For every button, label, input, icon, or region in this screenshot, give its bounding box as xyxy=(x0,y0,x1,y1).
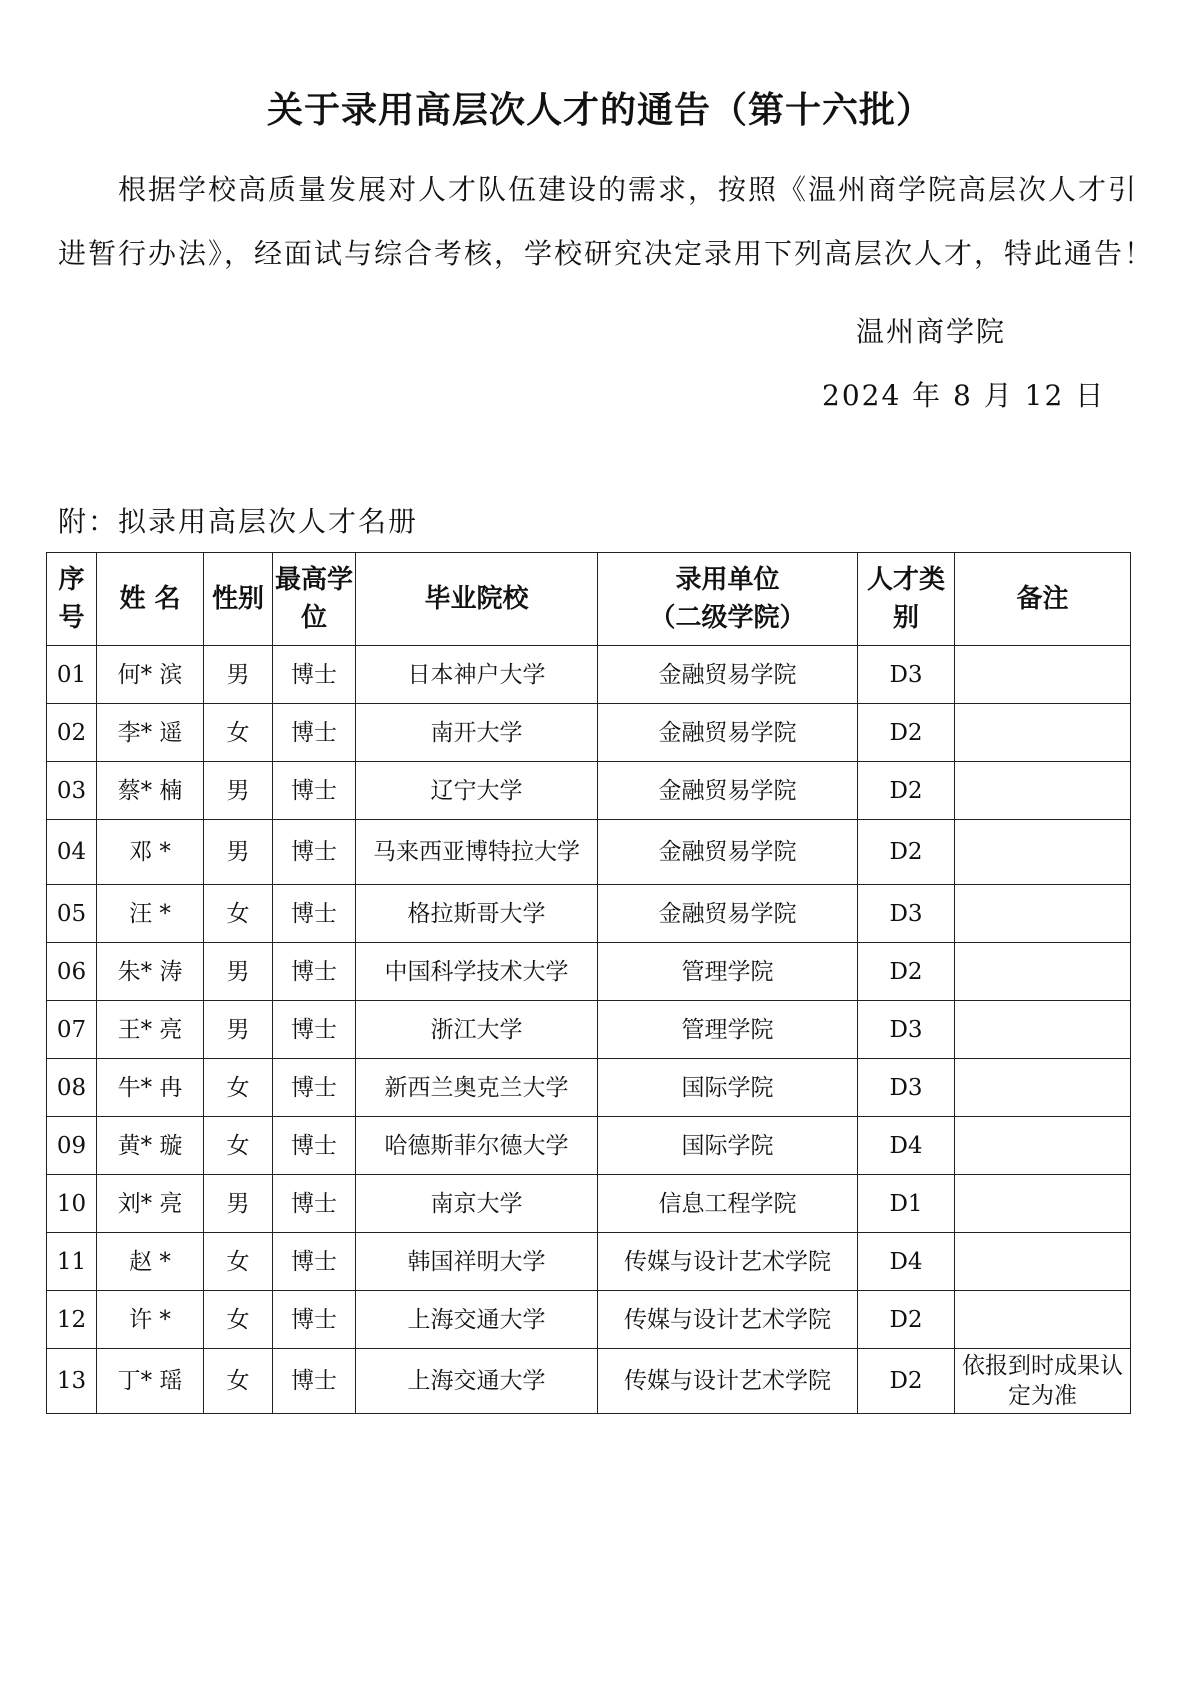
cell-note xyxy=(955,646,1131,704)
cell-gender: 女 xyxy=(204,885,273,943)
cell-seq: 04 xyxy=(47,820,97,885)
cell-seq: 07 xyxy=(47,1001,97,1059)
cell-note xyxy=(955,1175,1131,1233)
table-row xyxy=(47,1175,1131,1233)
cell-category: D2 xyxy=(858,762,955,820)
cell-degree: 博士 xyxy=(273,1175,356,1233)
issuer-name: 温州商学院 xyxy=(856,315,1007,348)
cell-school: 日本神户大学 xyxy=(356,646,598,704)
cell-unit: 传媒与设计艺术学院 xyxy=(598,1349,858,1414)
cell-unit: 国际学院 xyxy=(598,1117,858,1175)
cell-category: D3 xyxy=(858,1001,955,1059)
table-row xyxy=(47,820,1131,885)
cell-seq: 08 xyxy=(47,1059,97,1117)
body-paragraph-line-2: 进暂行办法》，经面试与综合考核，学校研究决定录用下列高层次人才，特此通告！ xyxy=(58,237,1155,270)
cell-school: 南京大学 xyxy=(356,1175,598,1233)
cell-name: 刘* 亮 xyxy=(97,1175,204,1233)
cell-note xyxy=(955,1001,1131,1059)
table-body xyxy=(47,646,1131,1414)
cell-category: D1 xyxy=(858,1175,955,1233)
cell-seq: 10 xyxy=(47,1175,97,1233)
cell-unit: 金融贸易学院 xyxy=(598,762,858,820)
table-row xyxy=(47,762,1131,820)
table-row xyxy=(47,943,1131,1001)
table-row xyxy=(47,1349,1131,1414)
cell-gender: 女 xyxy=(204,1349,273,1414)
header-seq: 序号 xyxy=(47,553,97,646)
cell-note xyxy=(955,762,1131,820)
cell-seq: 12 xyxy=(47,1291,97,1349)
cell-note xyxy=(955,1291,1131,1349)
cell-seq: 13 xyxy=(47,1349,97,1414)
cell-school: 上海交通大学 xyxy=(356,1291,598,1349)
cell-degree: 博士 xyxy=(273,704,356,762)
cell-category: D2 xyxy=(858,704,955,762)
cell-name: 赵 * xyxy=(97,1233,204,1291)
cell-degree: 博士 xyxy=(273,1001,356,1059)
cell-category: D3 xyxy=(858,1059,955,1117)
cell-school: 新西兰奥克兰大学 xyxy=(356,1059,598,1117)
cell-seq: 11 xyxy=(47,1233,97,1291)
cell-gender: 女 xyxy=(204,1291,273,1349)
cell-name: 许 * xyxy=(97,1291,204,1349)
cell-name: 丁* 瑶 xyxy=(97,1349,204,1414)
cell-gender: 女 xyxy=(204,704,273,762)
table-row xyxy=(47,1117,1131,1175)
cell-degree: 博士 xyxy=(273,762,356,820)
cell-unit: 国际学院 xyxy=(598,1059,858,1117)
cell-school: 南开大学 xyxy=(356,704,598,762)
cell-degree: 博士 xyxy=(273,1291,356,1349)
cell-degree: 博士 xyxy=(273,1117,356,1175)
cell-gender: 男 xyxy=(204,1175,273,1233)
table-row xyxy=(47,1001,1131,1059)
annex-title: 附：拟录用高层次人才名册 xyxy=(58,505,419,538)
cell-unit: 管理学院 xyxy=(598,943,858,1001)
cell-note xyxy=(955,1233,1131,1291)
cell-note xyxy=(955,1117,1131,1175)
table-row xyxy=(47,704,1131,762)
cell-note xyxy=(955,1059,1131,1117)
cell-name: 蔡* 楠 xyxy=(97,762,204,820)
cell-note: 依报到时成果认定为准 xyxy=(955,1349,1131,1414)
cell-category: D3 xyxy=(858,885,955,943)
cell-category: D3 xyxy=(858,646,955,704)
cell-category: D2 xyxy=(858,1291,955,1349)
cell-category: D2 xyxy=(858,1349,955,1414)
header-unit-line-2: （二级学院） xyxy=(649,603,806,633)
header-unit-line-1: 录用单位 xyxy=(675,565,780,595)
table-row xyxy=(47,646,1131,704)
cell-unit: 金融贸易学院 xyxy=(598,646,858,704)
cell-degree: 博士 xyxy=(273,885,356,943)
cell-category: D4 xyxy=(858,1233,955,1291)
cell-name: 李* 遥 xyxy=(97,704,204,762)
cell-unit: 金融贸易学院 xyxy=(598,885,858,943)
cell-school: 上海交通大学 xyxy=(356,1349,598,1414)
table-row xyxy=(47,1059,1131,1117)
cell-gender: 男 xyxy=(204,646,273,704)
header-gender: 性别 xyxy=(204,553,273,646)
cell-degree: 博士 xyxy=(273,646,356,704)
header-school: 毕业院校 xyxy=(356,553,598,646)
cell-name: 何* 滨 xyxy=(97,646,204,704)
header-name: 姓 名 xyxy=(97,553,204,646)
header-note: 备注 xyxy=(955,553,1131,646)
cell-note xyxy=(955,704,1131,762)
document-title: 关于录用高层次人才的通告（第十六批） xyxy=(266,90,933,131)
cell-unit: 金融贸易学院 xyxy=(598,820,858,885)
cell-note xyxy=(955,885,1131,943)
cell-seq: 09 xyxy=(47,1117,97,1175)
cell-degree: 博士 xyxy=(273,820,356,885)
cell-unit: 信息工程学院 xyxy=(598,1175,858,1233)
cell-gender: 女 xyxy=(204,1117,273,1175)
cell-school: 哈德斯菲尔德大学 xyxy=(356,1117,598,1175)
cell-school: 中国科学技术大学 xyxy=(356,943,598,1001)
cell-name: 牛* 冉 xyxy=(97,1059,204,1117)
cell-name: 汪 * xyxy=(97,885,204,943)
header-category: 人才类别 xyxy=(858,553,955,646)
table-row xyxy=(47,885,1131,943)
cell-category: D4 xyxy=(858,1117,955,1175)
cell-category: D2 xyxy=(858,820,955,885)
cell-degree: 博士 xyxy=(273,1233,356,1291)
header-degree: 最高学位 xyxy=(273,553,356,646)
cell-school: 马来西亚博特拉大学 xyxy=(356,820,598,885)
cell-gender: 男 xyxy=(204,1001,273,1059)
cell-school: 辽宁大学 xyxy=(356,762,598,820)
cell-seq: 01 xyxy=(47,646,97,704)
issue-date: 2024 年 8 月 12 日 xyxy=(822,379,1106,412)
cell-degree: 博士 xyxy=(273,943,356,1001)
cell-seq: 05 xyxy=(47,885,97,943)
cell-gender: 女 xyxy=(204,1059,273,1117)
cell-school: 韩国祥明大学 xyxy=(356,1233,598,1291)
talent-roster-table xyxy=(46,552,1131,1414)
cell-gender: 女 xyxy=(204,1233,273,1291)
cell-name: 朱* 涛 xyxy=(97,943,204,1001)
cell-seq: 03 xyxy=(47,762,97,820)
cell-gender: 男 xyxy=(204,943,273,1001)
cell-unit: 传媒与设计艺术学院 xyxy=(598,1291,858,1349)
cell-school: 格拉斯哥大学 xyxy=(356,885,598,943)
cell-degree: 博士 xyxy=(273,1349,356,1414)
table-header-row xyxy=(47,553,1131,646)
body-paragraph-line-1: 根据学校高质量发展对人才队伍建设的需求，按照《温州商学院高层次人才引 xyxy=(118,173,1139,206)
header-unit xyxy=(598,553,858,646)
cell-unit: 传媒与设计艺术学院 xyxy=(598,1233,858,1291)
cell-note xyxy=(955,943,1131,1001)
cell-name: 黄* 璇 xyxy=(97,1117,204,1175)
cell-school: 浙江大学 xyxy=(356,1001,598,1059)
cell-gender: 男 xyxy=(204,820,273,885)
cell-gender: 男 xyxy=(204,762,273,820)
table-row xyxy=(47,1233,1131,1291)
cell-category: D2 xyxy=(858,943,955,1001)
cell-note xyxy=(955,820,1131,885)
cell-unit: 管理学院 xyxy=(598,1001,858,1059)
cell-degree: 博士 xyxy=(273,1059,356,1117)
cell-unit: 金融贸易学院 xyxy=(598,704,858,762)
cell-seq: 06 xyxy=(47,943,97,1001)
cell-name: 邓 * xyxy=(97,820,204,885)
cell-seq: 02 xyxy=(47,704,97,762)
table-row xyxy=(47,1291,1131,1349)
cell-name: 王* 亮 xyxy=(97,1001,204,1059)
